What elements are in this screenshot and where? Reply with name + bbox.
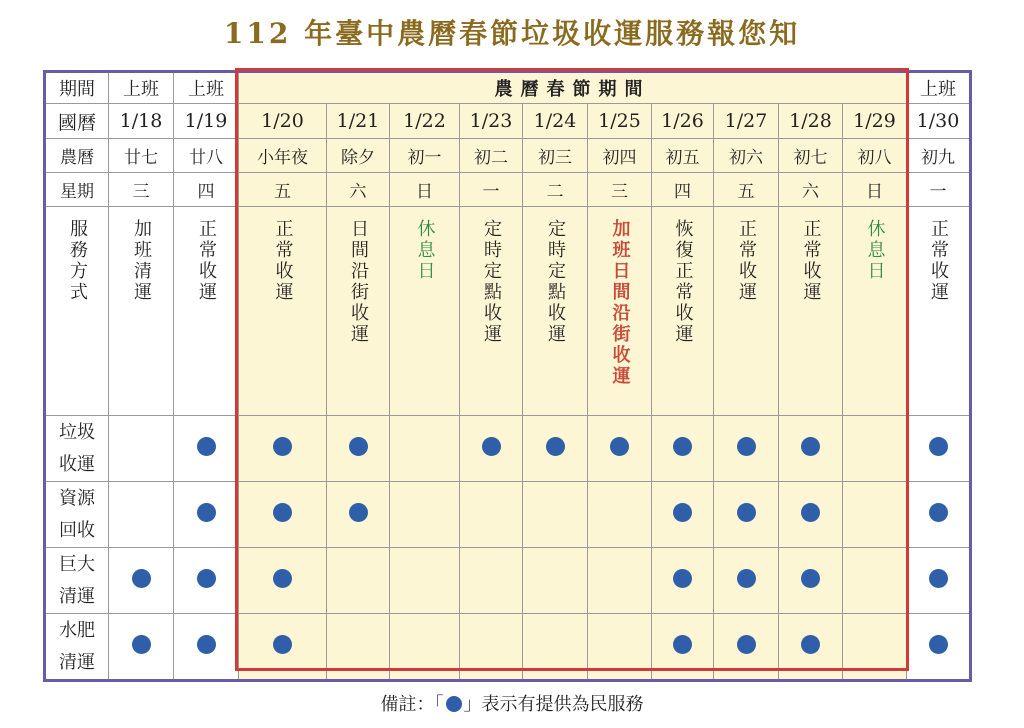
service-cell xyxy=(239,207,327,416)
bulky-label-line1: 巨大 xyxy=(59,553,95,575)
recycle-cell xyxy=(460,482,523,548)
recycle-cell xyxy=(588,482,652,548)
bulky-cell xyxy=(843,548,907,614)
service-dot-icon xyxy=(349,437,368,456)
recycle-cell xyxy=(174,482,239,548)
manure-row-label xyxy=(45,614,109,681)
lunar-cell: 初三 xyxy=(523,139,588,173)
weekday-cell: 五 xyxy=(239,173,327,207)
manure-label-line2: 清運 xyxy=(59,651,95,673)
recycle-row-label xyxy=(45,482,109,548)
service-dot-icon xyxy=(482,437,501,456)
service-text: 正常收運 xyxy=(928,219,949,303)
service-text: 定時定點收運 xyxy=(481,219,502,345)
service-row xyxy=(45,207,971,416)
work-label-3: 上班 xyxy=(907,72,971,104)
lunar-row xyxy=(45,139,971,173)
garbage-cell xyxy=(460,416,523,482)
service-dot-icon xyxy=(197,503,216,522)
manure-cell xyxy=(652,614,714,681)
service-dot-icon xyxy=(737,635,756,654)
weekday-cell: 四 xyxy=(174,173,239,207)
service-dot-icon xyxy=(273,503,292,522)
service-cell xyxy=(174,207,239,416)
date-cell: 1/30 xyxy=(907,104,971,139)
recycle-cell xyxy=(779,482,843,548)
garbage-cell xyxy=(523,416,588,482)
recycle-cell xyxy=(327,482,390,548)
service-cell xyxy=(843,207,907,416)
weekday-cell: 日 xyxy=(390,173,460,207)
lunar-cell: 廿八 xyxy=(174,139,239,173)
date-cell: 1/23 xyxy=(460,104,523,139)
work-label-2: 上班 xyxy=(174,72,239,104)
manure-cell xyxy=(907,614,971,681)
garbage-cell xyxy=(174,416,239,482)
service-text: 正常收運 xyxy=(272,219,294,303)
service-row-label xyxy=(45,207,109,416)
page-title: 112 年臺中農曆春節垃圾收運服務報您知 xyxy=(223,17,801,50)
garbage-cell xyxy=(652,416,714,482)
bulky-row xyxy=(45,548,971,614)
weekday-cell: 六 xyxy=(327,173,390,207)
service-cell xyxy=(652,207,714,416)
recycle-cell xyxy=(523,482,588,548)
garbage-cell xyxy=(239,416,327,482)
date-cell: 1/20 xyxy=(239,104,327,139)
header-row xyxy=(45,72,971,104)
bulky-cell xyxy=(174,548,239,614)
date-cell: 1/21 xyxy=(327,104,390,139)
footnote xyxy=(0,690,1024,716)
lunar-cell: 初四 xyxy=(588,139,652,173)
lunar-cell: 初二 xyxy=(460,139,523,173)
bulky-cell xyxy=(652,548,714,614)
service-cell xyxy=(460,207,523,416)
lunar-cell: 除夕 xyxy=(327,139,390,173)
service-text: 日間沿街收運 xyxy=(348,219,369,345)
service-dot-icon xyxy=(132,635,151,654)
service-text: 正常收運 xyxy=(736,219,757,303)
garbage-row xyxy=(45,416,971,482)
bulky-cell xyxy=(390,548,460,614)
lunar-cell: 廿七 xyxy=(109,139,174,173)
manure-cell xyxy=(109,614,174,681)
weekday-row xyxy=(45,173,971,207)
service-dot-icon xyxy=(929,635,948,654)
garbage-cell xyxy=(779,416,843,482)
period-label: 期間 xyxy=(45,72,109,104)
lunar-cell: 初五 xyxy=(652,139,714,173)
recycle-cell xyxy=(843,482,907,548)
service-text: 加班日間沿街收運 xyxy=(609,219,631,387)
date-cell: 1/27 xyxy=(714,104,779,139)
recycle-label-line1: 資源 xyxy=(59,487,95,509)
weekday-cell: 一 xyxy=(460,173,523,207)
lunar-cell: 初八 xyxy=(843,139,907,173)
service-text: 休息日 xyxy=(414,219,436,282)
garbage-cell xyxy=(714,416,779,482)
recycle-cell xyxy=(714,482,779,548)
weekday-cell: 五 xyxy=(714,173,779,207)
service-dot-icon xyxy=(737,437,756,456)
manure-cell xyxy=(239,614,327,681)
service-cell xyxy=(588,207,652,416)
service-dot-icon xyxy=(801,569,820,588)
lunar-cell: 小年夜 xyxy=(239,139,327,173)
service-text: 恢復正常收運 xyxy=(672,219,694,345)
weekday-cell: 六 xyxy=(779,173,843,207)
service-dot-icon xyxy=(737,569,756,588)
service-dot-icon xyxy=(197,569,216,588)
manure-cell xyxy=(779,614,843,681)
service-dot-icon xyxy=(801,635,820,654)
service-dot-icon xyxy=(673,569,692,588)
service-dot-icon xyxy=(546,437,565,456)
service-dot-icon xyxy=(801,503,820,522)
service-dot-icon xyxy=(610,437,629,456)
service-cell xyxy=(907,207,971,416)
footnote-suffix: 」表示有提供為民服務 xyxy=(463,694,644,715)
date-cell: 1/28 xyxy=(779,104,843,139)
service-cell xyxy=(327,207,390,416)
manure-cell xyxy=(327,614,390,681)
service-text: 正常收運 xyxy=(196,219,217,303)
manure-cell xyxy=(390,614,460,681)
manure-label-line1: 水肥 xyxy=(59,619,95,641)
garbage-label-line1: 垃圾 xyxy=(59,421,95,443)
service-cell xyxy=(390,207,460,416)
service-cell xyxy=(714,207,779,416)
lunar-row-label: 農曆 xyxy=(45,139,109,173)
service-dot-icon xyxy=(132,569,151,588)
service-dot-icon xyxy=(273,635,292,654)
date-cell: 1/26 xyxy=(652,104,714,139)
service-dot-icon xyxy=(673,635,692,654)
recycle-cell xyxy=(109,482,174,548)
service-dot-icon xyxy=(673,437,692,456)
date-cell: 1/25 xyxy=(588,104,652,139)
bulky-cell xyxy=(239,548,327,614)
service-cell xyxy=(109,207,174,416)
lunar-cell: 初九 xyxy=(907,139,971,173)
garbage-cell xyxy=(907,416,971,482)
bulky-row-label xyxy=(45,548,109,614)
manure-cell xyxy=(843,614,907,681)
service-dot-icon xyxy=(929,569,948,588)
date-cell: 1/29 xyxy=(843,104,907,139)
work-label-1: 上班 xyxy=(109,72,174,104)
recycle-cell xyxy=(652,482,714,548)
service-text: 加班清運 xyxy=(131,219,152,303)
weekday-cell: 一 xyxy=(907,173,971,207)
manure-row xyxy=(45,614,971,681)
bulky-cell xyxy=(109,548,174,614)
bulky-cell xyxy=(907,548,971,614)
date-row xyxy=(45,104,971,139)
service-text: 休息日 xyxy=(864,219,886,282)
service-cell xyxy=(779,207,843,416)
lunar-cell: 初一 xyxy=(390,139,460,173)
garbage-label-line2: 收運 xyxy=(59,453,95,475)
recycle-label-line2: 回收 xyxy=(59,519,95,541)
garbage-row-label xyxy=(45,416,109,482)
service-dot-icon xyxy=(197,437,216,456)
weekday-cell: 二 xyxy=(523,173,588,207)
bulky-cell xyxy=(460,548,523,614)
service-cell xyxy=(523,207,588,416)
bulky-cell xyxy=(327,548,390,614)
recycle-cell xyxy=(907,482,971,548)
service-dot-icon xyxy=(801,437,820,456)
lunar-cell: 初七 xyxy=(779,139,843,173)
manure-cell xyxy=(174,614,239,681)
lunar-cell: 初六 xyxy=(714,139,779,173)
manure-cell xyxy=(588,614,652,681)
bulky-cell xyxy=(523,548,588,614)
service-label-text: 服務方式 xyxy=(67,219,88,303)
festival-period-label: 農曆春節期間 xyxy=(239,72,907,104)
service-dot-icon xyxy=(446,696,462,712)
service-text: 正常收運 xyxy=(800,219,822,303)
weekday-cell: 四 xyxy=(652,173,714,207)
garbage-cell xyxy=(588,416,652,482)
weekday-cell: 日 xyxy=(843,173,907,207)
service-dot-icon xyxy=(273,569,292,588)
recycle-cell xyxy=(239,482,327,548)
service-dot-icon xyxy=(929,503,948,522)
service-dot-icon xyxy=(197,635,216,654)
weekday-row-label: 星期 xyxy=(45,173,109,207)
footnote-prefix: 備註：「 xyxy=(380,694,444,715)
service-text: 定時定點收運 xyxy=(545,219,566,345)
date-cell: 1/18 xyxy=(109,104,174,139)
date-cell: 1/19 xyxy=(174,104,239,139)
service-dot-icon xyxy=(673,503,692,522)
manure-cell xyxy=(460,614,523,681)
garbage-cell xyxy=(109,416,174,482)
service-dot-icon xyxy=(273,437,292,456)
weekday-cell: 三 xyxy=(109,173,174,207)
bulky-label-line2: 清運 xyxy=(59,585,95,607)
bulky-cell xyxy=(714,548,779,614)
weekday-cell: 三 xyxy=(588,173,652,207)
recycle-row xyxy=(45,482,971,548)
bulky-cell xyxy=(779,548,843,614)
service-dot-icon xyxy=(737,503,756,522)
manure-cell xyxy=(523,614,588,681)
service-dot-icon xyxy=(349,503,368,522)
date-row-label: 國曆 xyxy=(45,104,109,139)
manure-cell xyxy=(714,614,779,681)
recycle-cell xyxy=(390,482,460,548)
bulky-cell xyxy=(588,548,652,614)
garbage-cell xyxy=(327,416,390,482)
garbage-cell xyxy=(843,416,907,482)
service-dot-icon xyxy=(929,437,948,456)
date-cell: 1/22 xyxy=(390,104,460,139)
schedule-table xyxy=(43,70,972,682)
garbage-cell xyxy=(390,416,460,482)
date-cell: 1/24 xyxy=(523,104,588,139)
